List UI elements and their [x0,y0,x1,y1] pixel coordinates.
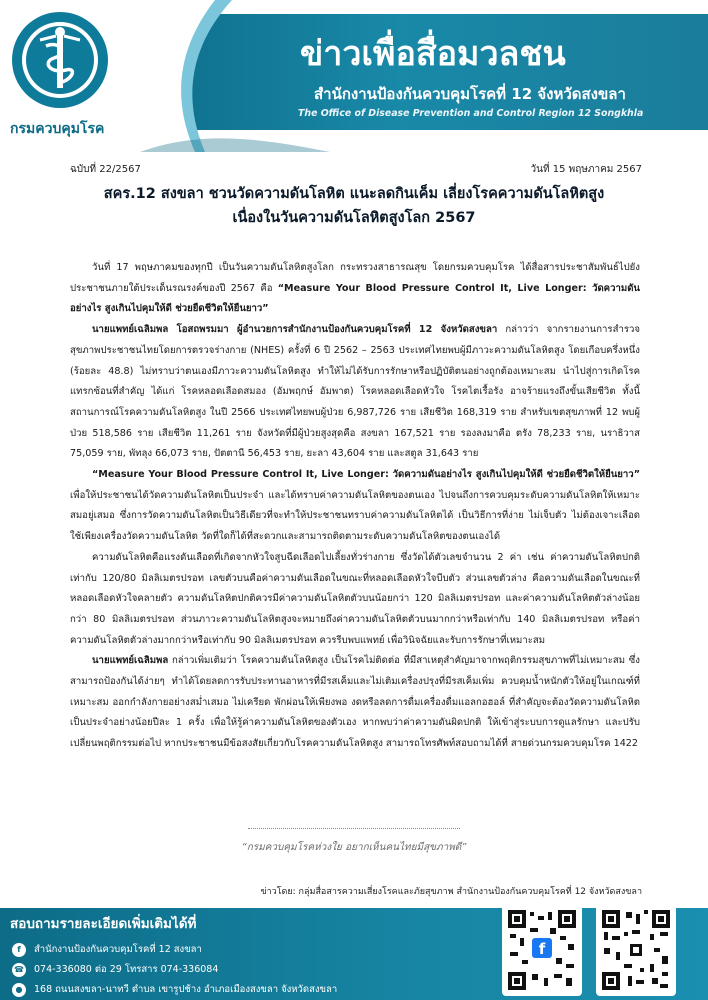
contact-title: สอบถามรายละเอียดเพิ่มเติมได้ที่ [10,916,197,932]
paragraph-1 [70,258,640,320]
qr-code-website[interactable] [596,904,676,996]
qr-code-facebook-image [506,908,578,992]
contact-address [12,982,337,997]
contact-facebook-text: สำนักงานป้องกันควบคุมโรคที่ 12 สงขลา [34,944,202,955]
headline-line-2: เนื่องในวันความดันโลหิตสูงโลก 2567 [232,210,476,226]
department-name: กรมควบคุมโรค [10,121,105,137]
issue-number: ฉบับที่ 22/2567 [70,164,141,175]
contact-address-text: 168 ถนนสงขลา-นาทวี ตำบล เขารูปช้าง อำเภอเมืองสงขลา จังหวัดสงขลา [34,984,338,995]
facebook-icon: f [12,943,26,957]
article-body [70,258,640,755]
svg-text:f: f [538,940,546,958]
campaign-slogan-repeat: “Measure Your Blood Pressure Control It, Live Longer: วัดความดันอย่างไร สูงเกินไปคุมให้ดี ช่วยยืดชีวิตให้ยืนยาว” [92,469,640,481]
page-title: ข่าวเพื่อสื่อมวลชน [300,34,566,74]
qr-code-website-image [600,908,672,992]
phone-icon: ☎ [12,963,26,977]
paragraph-1-text: วันที่ 17 พฤษภาคมของทุกปี เป็นวันความดันโลหิตสูงโลก กระทรวงสาธารณสุข โดยกรมควบคุมโรค ได้สื่อสารประชาสัมพันธ์ไปยังประชาชนภายใต้ประเด็นรณรงค์ของปี 2567 คือ [70,262,640,294]
contact-phone-text: 074-336080 ต่อ 29 โทรสาร 074-336084 [34,964,219,975]
paragraph-4 [70,548,640,652]
campaign-slogan: “Measure Your Blood Pressure Control It, Live Longer: วัดความดันอย่างไร สูงเกินไปคุมให้ดี ช่วยยืดชีวิตให้ยืนยาว” [70,282,640,315]
office-name-english: The Office of Disease Prevention and Control Region 12 Songkhla [298,108,644,119]
paragraph-5 [70,651,640,755]
paragraph-4-text: ความดันโลหิตคือแรงดันเลือดที่เกิดจากหัวใจสูบฉีดเลือดไปเลี้ยงทั่วร่างกาย ซึ่งวัดได้ตัวเลขจำนวน 2 ค่า เช่น ค่าความดันโลหิตปกติเท่ากับ 120/80 มิลลิเมตรปรอท เลขตัวบนคือค่าความดันเลือดในขณะที่หลอดเลือดหัวใจบีบตัว ส่วนเลขตัวล่าง คือความดันเลือดในขณะที่หลอดเลือดหัวใจคลายตัว ความดันโลหิตปกติควรมีค่าความดันโลหิตตัวบนน้อยกว่า 120 มิลลิเมตรปรอท และค่าความดันโลหิตตัวล่างน้อยกว่า 80 มิลลิเมตรปรอท ส่วนภาวะความดันโลหิตสูงจะหมายถึงค่าความดันโลหิตตัวบนมากกว่าหรือเท่ากับ 140 มิลลิเมตรปรอท หรือค่าความดันโลหิตตัวล่างมากกว่าหรือเท่ากับ 90 มิลลิเมตรปรอท ควรรีบพบแพทย์ เพื่อวินิจฉัยและรับการรักษาที่เหมาะสม [70,551,640,646]
contact-phone [12,962,218,977]
headline-line-1: สคร.12 สงขลา ชวนวัดความดันโลหิต แนะลดกินเค็ม เลี่ยงโรคความดันโลหิตสูง [103,186,605,202]
office-name-thai: สำนักงานป้องกันควบคุมโรคที่ 12 จังหวัดสงขลา [314,85,626,103]
contact-footer [0,900,708,1000]
paragraph-3 [70,465,640,548]
paragraph-2-text: กล่าวว่า จากรายงานการสำรวจสุขภาพประชาชนไทยโดยการตรวจร่างกาย (NHES) ครั้งที่ 6 ปี 2562 – 2563 ประเทศไทยพบผู้มีภาวะความดันโลหิตสูง โดยเกือบครึ่งหนึ่ง (ร้อยละ 48.8) ไม่ทราบว่าตนเองมีภาวะความดันโลหิตสูง ทำให้ไม่ได้รับการรักษาหรือปฏิบัติตนอย่างถูกต้องเหมาะสม นำไปสู่การเกิดโรคแทรกซ้อนที่สำคัญ ได้แก่ โรคหลอดเลือดสมอง (อัมพฤกษ์ อัมพาต) โรคหลอดเลือดหัวใจ โรคไตเรื้อรัง อาจร้ายแรงถึงขั้นเสียชีวิต ทั้งนี้ สถานการณ์โรคความดันโลหิตสูง ในปี 2566 ประเทศไทยพบผู้ป่วย 6,987,726 ราย เสียชีวิต 168,319 ราย สำหรับเขตสุขภาพที่ 12 พบผู้ป่วย 518,586 ราย เสียชีวิต 11,261 ราย จังหวัดที่มีผู้ป่วยสูงสุดคือ สงขลา 167,521 ราย รองลงมาคือ ตรัง 78,233 ราย, นราธิวาส 75,059 ราย, พัทลุง 66,073 ราย, ปัตตานี 56,453 ราย, ยะลา 43,604 ราย และสตูล 31,643 ราย [70,324,640,460]
qr-code-facebook[interactable] [502,904,582,996]
director-short-name: นายแพทย์เฉลิมพล [92,655,169,667]
contact-facebook [12,942,202,957]
paragraph-3-text: เพื่อให้ประชาชนได้วัดความดันโลหิตเป็นประจำ และได้ทราบค่าความดันโลหิตของตนเอง ไปจนถึงการควบคุมระดับความดันโลหิตให้เหมาะสมอยู่เสมอ ซึ่งการวัดความดันโลหิตเป็นวิธีเดียวที่จะทำให้ประชาชนทราบค่าความดันโลหิตได้ เป็นวิธีการที่ง่าย ไม่เจ็บตัว ไม่ต้องเจาะเลือด ใช้เพียงเครื่องวัดความดันโลหิต วัดที่ใดก็ได้ที่สะดวกและสามารถติดตามระดับความดันโลหิตของตนเองได้ [70,489,640,543]
ministry-logo [10,10,110,110]
location-icon: ● [12,983,26,997]
paragraph-5-text: กล่าวเพิ่มเติมว่า โรคความดันโลหิตสูง เป็นโรคไม่ติดต่อ ที่มีสาเหตุสำคัญมาจากพฤติกรรมสุขภาพที่ไม่เหมาะสม ซึ่งสามารถป้องกันได้ง่ายๆ ทำได้โดยลดการรับประทานอาหารที่มีรสเค็มและไม่เติมเครื่องปรุงที่มีรสเค็มเพิ่ม ควบคุมน้ำหนักตัวให้อยู่ในเกณฑ์ที่เหมาะสม ออกกำลังกายอย่างสม่ำเสมอ ไม่เครียด พักผ่อนให้เพียงพอ งดหรือลดการดื่มเครื่องดื่มแอลกอฮอล์ ที่สำคัญจะต้องวัดความดันโลหิตเป็นประจำอย่างน้อยปีละ 1 ครั้ง เพื่อให้รู้ค่าความดันโลหิตของตัวเอง หากพบว่าค่าความดันผิดปกติ ให้เข้าสู่ระบบการดูแลรักษา และปรับเปลี่ยนพฤติกรรมต่อไป หากประชาชนมีข้อสงสัยเกี่ยวกับโรคความดันโลหิตสูง สามารถโทรศัพท์สอบถามได้ที่ สายด่วนกรมควบคุมโรค 1422 [70,655,640,750]
news-credit: ข่าวโดย: กลุ่มสื่อสารความเสี่ยงโรคและภัยสุขภาพ สำนักงานป้องกันควบคุมโรคที่ 12 จังหวัดสงขลา [260,887,642,897]
divider [248,828,460,829]
paragraph-2 [70,320,640,465]
issue-date: วันที่ 15 พฤษภาคม 2567 [530,164,642,175]
headline [40,182,668,230]
department-slogan: “กรมควบคุมโรคห่วงใย อยากเห็นคนไทยมีสุขภาพดี” [241,842,467,853]
director-name: นายแพทย์เฉลิมพล โอสถพรมมา ผู้อำนวยการสำนักงานป้องกันควบคุมโรคที่ 12 จังหวัดสงขลา [92,324,498,336]
header-banner [0,0,708,152]
